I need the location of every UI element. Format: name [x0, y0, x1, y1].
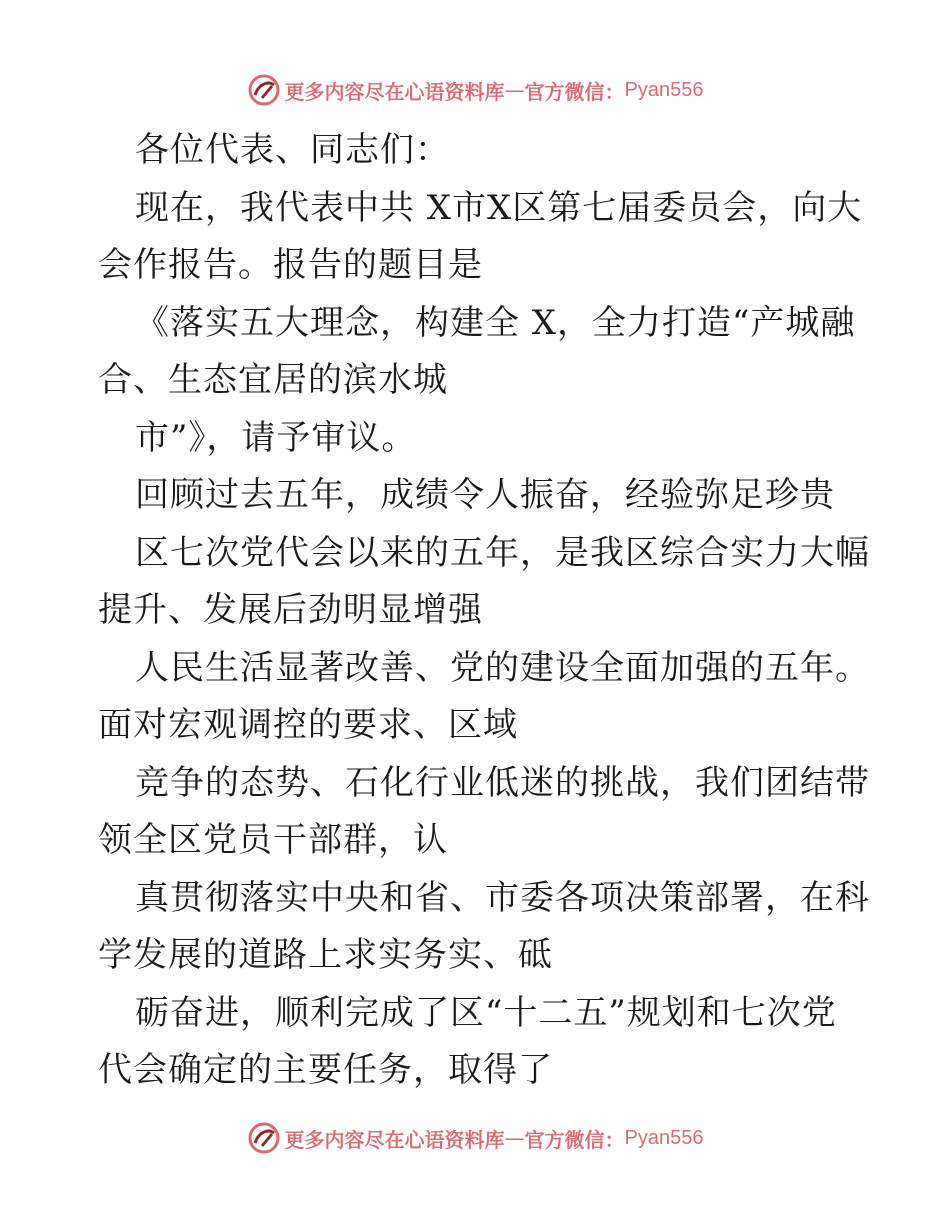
body-line: 砺奋进，顺利完成了区“十二五”规划和七次党	[135, 992, 837, 1033]
body-line: 区七次党代会以来的五年，是我区综合实力大幅	[135, 532, 870, 573]
body-line: 合、生态宜居的滨水城	[98, 360, 448, 400]
body-line: 《落实五大理念，构建全 X，全力打造“产城融	[135, 302, 856, 343]
body-line: 面对宏观调控的要求、区域	[98, 705, 518, 745]
header-wechat-id: Pyan556	[624, 78, 704, 101]
body-line: 领全区党员干部群，认	[98, 820, 448, 860]
header-watermark	[0, 70, 950, 110]
body-line: 提升、发展后劲明显增强	[98, 590, 483, 630]
footer-watermark	[0, 1118, 950, 1158]
footer-wechat-label: 官方微信：	[524, 1127, 625, 1152]
body-line: 竞争的态势、石化行业低迷的挑战，我们团结带	[135, 762, 870, 803]
footer-brand-text: 更多内容尽在心语资料库	[284, 1127, 505, 1152]
body-line: 各位代表、同志们：	[135, 130, 450, 170]
body-line: 人民生活显著改善、党的建设全面加强的五年。	[135, 647, 870, 688]
footer-wechat-id: Pyan556	[624, 1126, 704, 1149]
body-line: 市”》，请予审议。	[135, 417, 417, 458]
header-wechat-label: 官方微信：	[524, 79, 625, 104]
body-line: 代会确定的主要任务，取得了	[98, 1050, 553, 1090]
body-line: 会作报告。报告的题目是	[98, 245, 483, 285]
body-line: 现在，我代表中共 X市X区第七届委员会，向大	[135, 187, 863, 228]
document-body	[98, 122, 870, 1100]
body-line: 学发展的道路上求实务实、砥	[98, 935, 553, 975]
header-brand-text: 更多内容尽在心语资料库	[284, 79, 505, 104]
body-line: 回顾过去五年，成绩令人振奋，经验弥足珍贵	[135, 475, 835, 515]
body-line: 真贯彻落实中央和省、市委各项决策部署，在科	[135, 877, 870, 918]
pen-swirl-logo-icon	[247, 73, 281, 107]
header-separator: —	[504, 78, 525, 102]
pen-swirl-logo-icon	[247, 1121, 281, 1155]
footer-separator: —	[504, 1126, 525, 1150]
